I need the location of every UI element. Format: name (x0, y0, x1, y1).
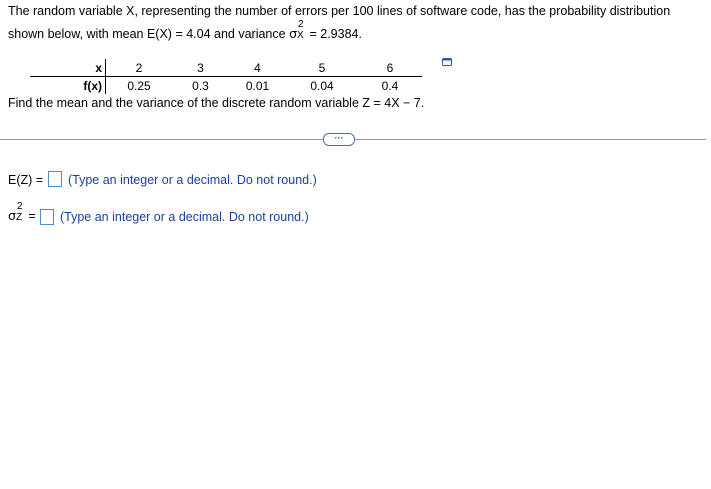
distribution-table (30, 59, 422, 94)
fx-header: f(x) (30, 77, 106, 95)
ez-answer-input[interactable] (48, 171, 62, 187)
variance-z-equals: = (24, 209, 36, 223)
x-header: x (30, 59, 106, 77)
x-value: 2 (106, 59, 173, 77)
find-instruction: Find the mean and the variance of the discrete random variable Z = 4X − 7. (8, 96, 425, 110)
fx-value: 0.25 (127, 78, 151, 93)
question-line-1: The random variable X, representing the number of errors per 100 lines of software code, has the probability distribution (8, 4, 671, 18)
sigma-z-superscript: 2 (16, 201, 23, 212)
sigma-z-subscript: Z (15, 212, 23, 223)
x-value: 5 (286, 59, 358, 77)
variance-z-hint: (Type an integer or a decimal. Do not round.) (60, 210, 309, 224)
fx-value: 0.01 (245, 78, 270, 93)
question-line-2-prefix: shown below, with mean E(X) = 4.04 and variance (8, 27, 290, 41)
sigma-x-superscript: 2 (298, 19, 304, 30)
ez-label: E(Z) = (8, 173, 44, 187)
sigma-symbol: σ (289, 26, 297, 41)
more-button[interactable]: ··· (323, 133, 355, 146)
ez-hint: (Type an integer or a decimal. Do not round.) (68, 173, 317, 187)
fx-value: 0.4 (381, 78, 399, 93)
copy-icon[interactable] (442, 57, 452, 67)
variance-z-answer-input[interactable] (40, 209, 54, 225)
x-value: 3 (172, 59, 229, 77)
sigma-z-script (15, 201, 25, 223)
table-row-fx (30, 77, 422, 95)
sigma-symbol: σ (8, 208, 16, 223)
fx-value: 0.04 (310, 78, 334, 93)
sigma-x-script (297, 19, 306, 41)
table-row-x (30, 59, 422, 77)
sigma-x-subscript: X (297, 30, 304, 41)
question-line-2-suffix: = 2.9384. (306, 27, 362, 41)
question-line-2 (8, 19, 362, 41)
x-value: 4 (229, 59, 286, 77)
fx-value: 0.3 (192, 78, 209, 93)
variance-z-label (8, 201, 36, 223)
x-value: 6 (358, 59, 422, 77)
